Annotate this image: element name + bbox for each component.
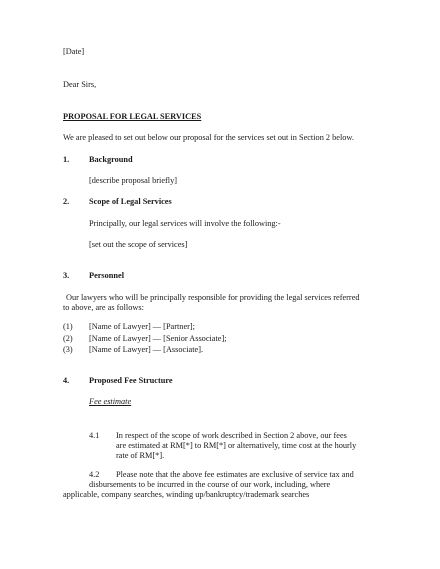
personnel-item: [Name of Lawyer] — [Senior Associate];: [89, 334, 227, 343]
section-2-text: Principally, our legal services will involve the following:-: [89, 219, 281, 228]
personnel-item-number: (1): [63, 322, 73, 331]
clause-4-1-line-2: are estimated at RM[*] to RM[*] or alternatively, time cost at the hourly: [116, 441, 357, 450]
clause-4-2-line-2: disbursements to be incurred in the course of our work, including, where: [89, 480, 331, 489]
section-1-heading: Background: [89, 155, 133, 164]
fee-estimate-subheading: Fee estimate: [89, 397, 132, 406]
date-field: [Date]: [63, 47, 85, 56]
personnel-item: [Name of Lawyer] — [Associate].: [89, 345, 204, 354]
section-4-number: 4.: [63, 376, 70, 385]
section-3-paragraph-line-2: to above, are as follows:: [63, 303, 144, 312]
clause-4-1-line-3: rate of RM[*].: [116, 451, 165, 460]
personnel-item-number: (2): [63, 334, 73, 343]
section-2-placeholder: [set out the scope of services]: [89, 240, 188, 249]
section-3-heading: Personnel: [89, 271, 125, 280]
section-3-paragraph-line-1: Our lawyers who will be principally responsible for providing the legal services referred: [66, 293, 360, 302]
personnel-item: [Name of Lawyer] — [Partner];: [89, 322, 195, 331]
section-3-number: 3.: [63, 271, 70, 280]
section-1-text: [describe proposal briefly]: [89, 176, 178, 185]
personnel-item-number: (3): [63, 345, 73, 354]
section-4-heading: Proposed Fee Structure: [89, 376, 173, 385]
intro-paragraph: We are pleased to set out below our proposal for the services set out in Section 2 below.: [63, 133, 354, 142]
clause-4-2-line-3: applicable, company searches, winding up/bankruptcy/trademark searches: [63, 490, 310, 499]
clause-4-1-number: 4.1: [89, 431, 100, 440]
clause-4-2-number: 4.2: [89, 470, 100, 479]
clause-4-2-line-1: Please note that the above fee estimates are exclusive of service tax and: [116, 470, 354, 479]
section-1-number: 1.: [63, 155, 70, 164]
section-2-heading: Scope of Legal Services: [89, 197, 172, 206]
clause-4-1-line-1: In respect of the scope of work described in Section 2 above, our fees: [116, 431, 347, 440]
document-title: PROPOSAL FOR LEGAL SERVICES: [63, 112, 202, 121]
section-2-number: 2.: [63, 197, 70, 206]
salutation: Dear Sirs,: [63, 80, 97, 89]
